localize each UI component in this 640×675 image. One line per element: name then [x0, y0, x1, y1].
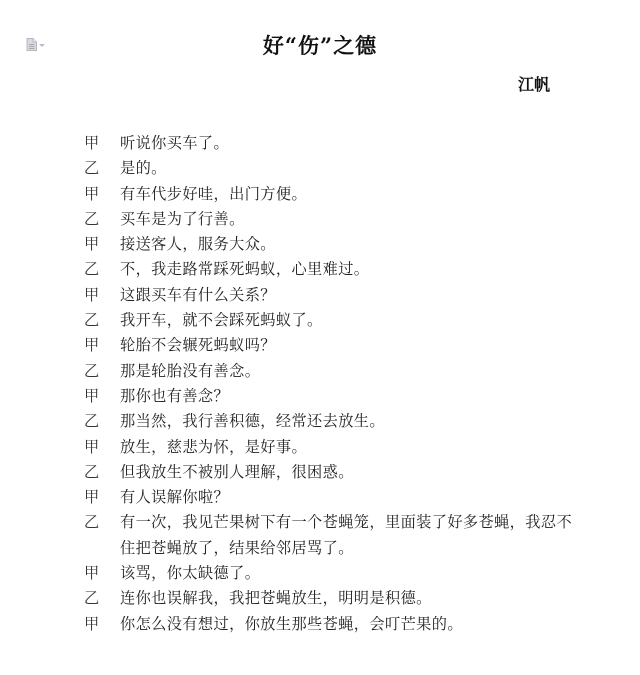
speech-text: 那当然，我行善积德，经常还去放生。 [120, 412, 385, 431]
dialogue-line [84, 561, 574, 586]
dialogue-line [84, 409, 574, 434]
speaker-label: 甲 [84, 386, 100, 405]
speech-text: 那你也有善念？ [120, 386, 230, 405]
speaker-label: 乙 [84, 260, 100, 279]
speaker-label: 甲 [84, 614, 100, 633]
dialogue-line [84, 359, 574, 384]
speaker-label: 乙 [84, 361, 100, 380]
speaker-label: 甲 [84, 235, 100, 254]
dialogue-line [84, 435, 574, 460]
speech-text: 有车代步好哇，出门方便。 [120, 184, 308, 203]
speech-text: 连你也误解我，我把苍蝇放生，明明是积德。 [120, 589, 432, 608]
speech-text: 有人误解你啦？ [120, 488, 230, 507]
dialogue-line [84, 586, 574, 611]
dialogue-line [84, 333, 574, 358]
speaker-label: 甲 [84, 134, 100, 152]
speaker-label: 甲 [84, 285, 100, 304]
dialogue-line [84, 257, 574, 282]
dialogue-line [84, 612, 574, 637]
speaker-label: 乙 [84, 589, 100, 608]
speech-text: 你怎么没有想过，你放生那些苍蝇，会叮芒果的。 [120, 614, 463, 633]
speech-text: 听说你买车了。 [120, 134, 230, 152]
dialogue-line [84, 510, 574, 561]
speaker-label: 甲 [84, 184, 100, 203]
speaker-label: 甲 [84, 564, 100, 583]
speaker-label: 甲 [84, 336, 100, 355]
speaker-label: 乙 [84, 412, 100, 431]
dialogue-line [84, 156, 574, 181]
speaker-label: 乙 [84, 159, 100, 178]
dialogue-line [84, 308, 574, 333]
speech-text: 该骂，你太缺德了。 [120, 564, 261, 583]
speech-text: 轮胎不会辗死蚂蚁吗？ [120, 336, 276, 355]
speech-text: 接送客人，服务大众。 [120, 235, 276, 254]
speaker-label: 乙 [84, 462, 100, 481]
speech-text: 有一次，我见芒果树下有一个苍蝇笼，里面装了好多苍蝇，我忍不住把苍蝇放了，结果给邻居骂了。 [120, 513, 573, 557]
speaker-label: 乙 [84, 513, 100, 532]
dialogue-line [84, 460, 574, 485]
dialogue-line [84, 485, 574, 510]
speech-text: 那是轮胎没有善念。 [120, 361, 261, 380]
speaker-label: 乙 [84, 209, 100, 228]
speech-text: 这跟买车有什么关系？ [120, 285, 276, 304]
dialogue-line [84, 232, 574, 257]
dialogue-line [84, 207, 574, 232]
dialogue-list [84, 131, 574, 637]
speech-text: 是的。 [120, 159, 167, 178]
dialogue-line [84, 182, 574, 207]
speech-text: 我开车，就不会踩死蚂蚁了。 [120, 311, 323, 330]
document-title: 好“伤”之德 [262, 33, 378, 58]
dialogue-line [84, 384, 574, 409]
speech-text: 买车是为了行善。 [120, 209, 245, 228]
dialogue-line [84, 131, 574, 156]
speech-text: 放生，慈悲为怀，是好事。 [120, 437, 308, 456]
speech-text: 但我放生不被别人理解，很困惑。 [120, 462, 354, 481]
speaker-label: 甲 [84, 437, 100, 456]
speech-text: 不，我走路常踩死蚂蚁，心里难过。 [120, 260, 370, 279]
dialogue-line [84, 283, 574, 308]
document-author: 江帆 [517, 75, 550, 94]
speaker-label: 甲 [84, 488, 100, 507]
speaker-label: 乙 [84, 311, 100, 330]
